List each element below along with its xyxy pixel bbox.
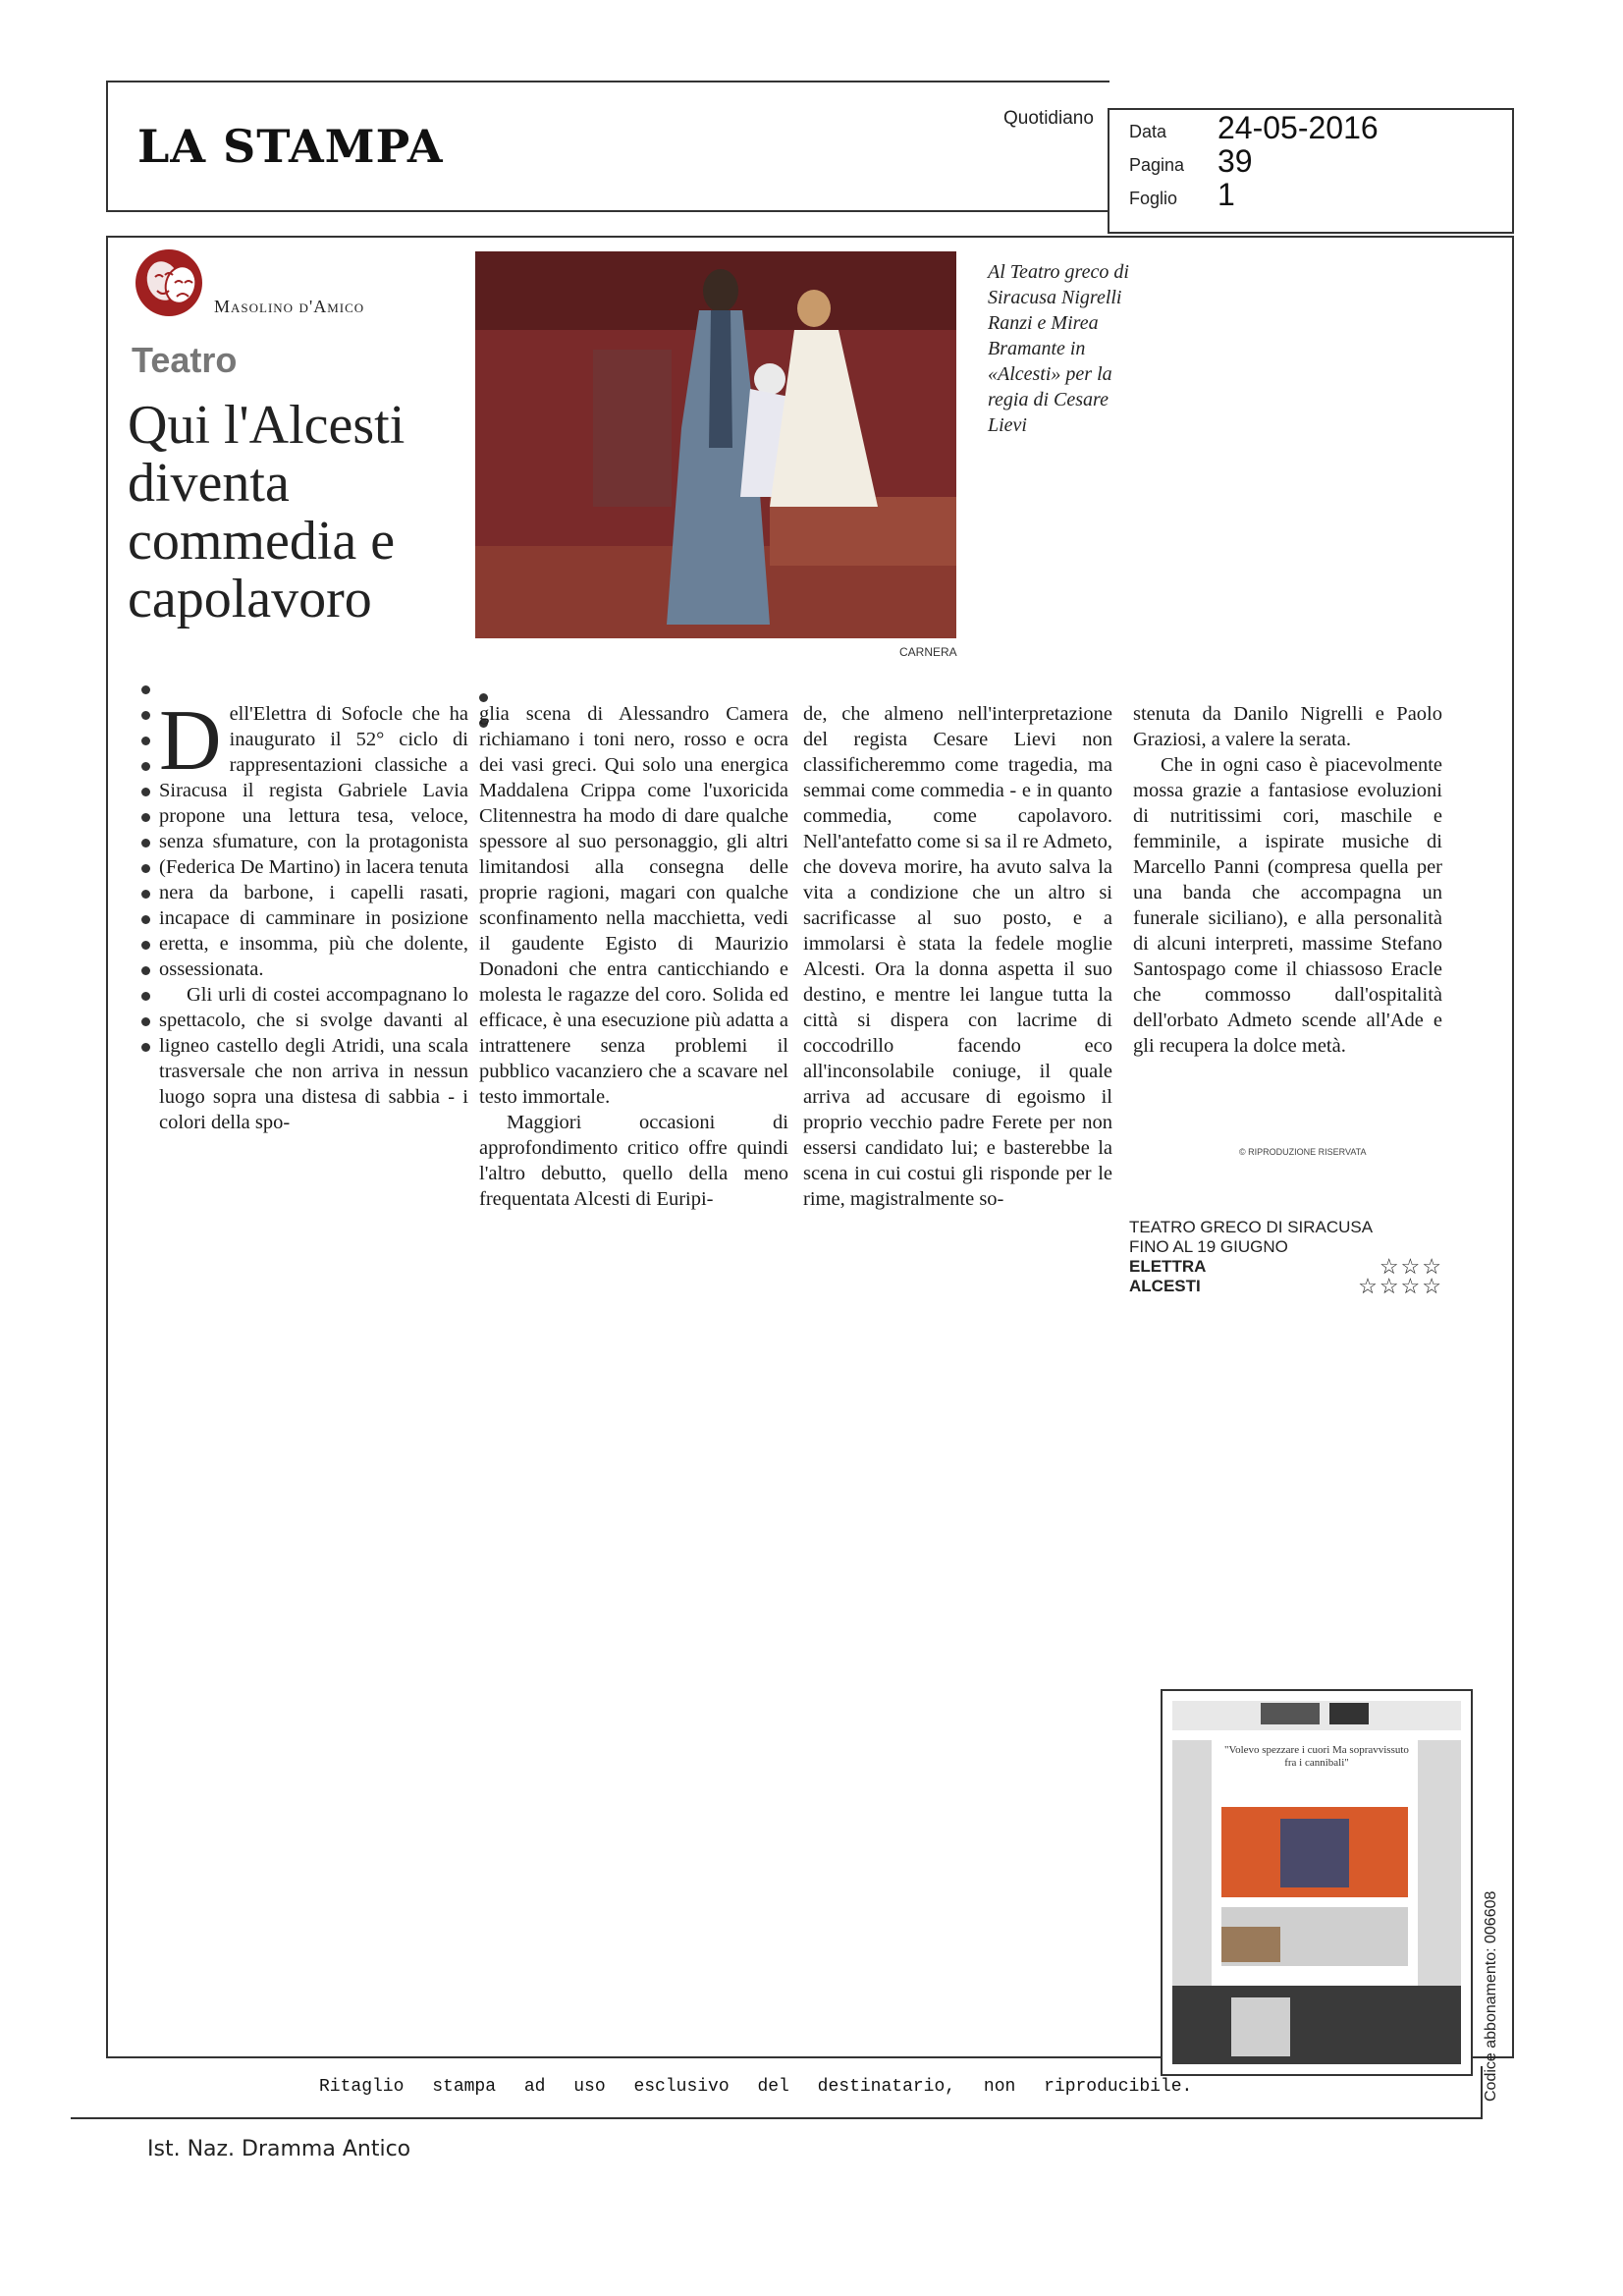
subscription-code-text: Codice abbonamento: 006608 xyxy=(1483,1890,1499,2102)
col4-paragraph-1: stenuta da Danilo Nigrelli e Paolo Graziosi, a valere la serata. xyxy=(1133,703,1442,750)
section-label: Teatro xyxy=(132,340,238,380)
photo-caption: Al Teatro greco di Siracusa Nigrelli Ranzi e Mirea Bramante in «Alcesti» per la regia di Cesare Lievi xyxy=(988,261,1129,436)
meta-date-value: 24-05-2016 xyxy=(1217,110,1379,145)
margin-dots xyxy=(141,685,155,1068)
copyright-note: © RIPRODUZIONE RISERVATA xyxy=(1239,1147,1367,1157)
theatre-masks-logo xyxy=(134,246,212,320)
venue-name: TEATRO GRECO DI SIRACUSA xyxy=(1129,1218,1374,1236)
col4-paragraph-2: Che in ogni caso è piacevolmente mossa grazie a fantasiose evoluzioni di nutritissimi cori, maschile e femminile, a ispirate musiche di Marcello Panni (compresa quella per una banda che accompagna un funerale siciliano), e alla personalità di alcuni interpreti, massime Stefano Santospago come il chiassoso Eracle che commosso dall'ospitalità dell'orbato Admeto scende all'Ade e gli recupera la dolce metà. xyxy=(1133,754,1442,1057)
author-name: Masolino d'Amico xyxy=(214,297,365,316)
meta-sheet-label: Foglio xyxy=(1129,189,1178,208)
meta-box xyxy=(1108,108,1514,234)
meta-sheet-value: 1 xyxy=(1217,177,1235,212)
article-column-3 xyxy=(803,701,1112,1212)
star-rating-icon: ☆☆☆☆ xyxy=(1358,1274,1443,1298)
organization-name: Ist. Naz. Dramma Antico xyxy=(147,2137,411,2161)
reproduction-notice: Ritaglio stampa ad uso esclusivo del destinatario, non riproducibile. xyxy=(319,2077,1193,2097)
rating-title: ALCESTI xyxy=(1129,1277,1201,1295)
masthead: LA STAMPA xyxy=(137,120,444,173)
meta-date-label: Data xyxy=(1129,122,1167,141)
rating-title: ELETTRA xyxy=(1129,1257,1207,1276)
photo-credit: CARNERA xyxy=(899,645,957,659)
meta-page-value: 39 xyxy=(1217,143,1253,179)
article-column-2 xyxy=(479,701,788,1212)
venue-box xyxy=(1129,1218,1443,1296)
article-column-4 xyxy=(1133,701,1442,1059)
article-column-1 xyxy=(159,693,468,1135)
subscription-code xyxy=(1483,1876,1502,2102)
col3-paragraph-1: de, che almeno nell'interpretazione del regista Cesare Lievi non classificheremmo come tragedia, ma semmai come commedia - e in quanto commedia, come capolavoro. Nell'antefatto come si sa il re Admeto, che doveva morire, ha avuto salva la vita a condizione che un altro si sacrificasse al suo posto, e a immolarsi è stata la fedele moglie Alcesti. Ora la donna aspetta il suo destino, e mentre lei langue tutta la città si dispera con lacrime di coccodrillo facendo eco all'inconsolabile coniuge, il quale arriva ad accusare di egoismo il proprio vecchio padre Ferete per non essersi candidato lui; e basterebbe la scena in cui costui gli risponde per le rime, magistralmente so- xyxy=(803,703,1112,1210)
article-headline: Qui l'Alcesti diventa commedia e capolavoro xyxy=(128,395,406,629)
col2-paragraph-1: glia scena di Alessandro Camera richiamano i toni nero, rosso e ocra dei vasi greci. Qui solo una energica Maddalena Crippa come l'uxoricida Clitennestra ha modo di dare qualche spessore al suo personaggio, gli altri limitandosi alla consegna delle proprie ragioni, magari con qualche sconfinamento nella macchietta, vedi il gaudente Egisto di Maurizio Donadoni che entra canticchiando e molesta le ragazze del coro. Solida ed efficace, è una esecuzione più adatta a intrattenere senza problemi il pubblico vacanziero che a scavare nel testo immortale. xyxy=(479,703,788,1108)
publication-type: Quotidiano xyxy=(1003,108,1094,129)
drop-cap: D xyxy=(159,693,222,789)
col1-paragraph-2: Gli urli di costei accompagnano lo spettacolo, che si svolge davanti al ligneo castello degli Atridi, una scala trasversale che non arriva in nessun luogo sopra una distesa di sabbia - i colori della spo- xyxy=(159,984,468,1133)
venue-dates: FINO AL 19 GIUGNO xyxy=(1129,1237,1288,1256)
rating-row-alcesti xyxy=(1129,1274,1443,1298)
meta-page-label: Pagina xyxy=(1129,155,1185,175)
page-thumbnail xyxy=(1161,1689,1473,2076)
star-rating-icon: ☆☆☆ xyxy=(1379,1254,1443,1279)
stage-photo xyxy=(475,251,956,638)
col2-paragraph-2: Maggiori occasioni di approfondimento critico offre quindi l'altro debutto, quello della meno frequentata Alcesti di Euripi- xyxy=(479,1112,788,1210)
col1-paragraph-1: ell'Elettra di Sofocle che ha inaugurato il 52° ciclo di rappresentazioni classiche a Siracusa il regista Gabriele Lavia propone una lettura tesa, veloce, senza sfumature, con la protagonista (Federica De Martino) in lacera tenuta nera da barbone, i capelli rasati, incapace di camminare in posizione eretta, e insomma, più che dolente, ossessionata. xyxy=(159,703,468,980)
thumbnail-headline: "Volevo spezzare i cuori Ma sopravvissuto fra i cannibali" xyxy=(1224,1744,1409,1769)
